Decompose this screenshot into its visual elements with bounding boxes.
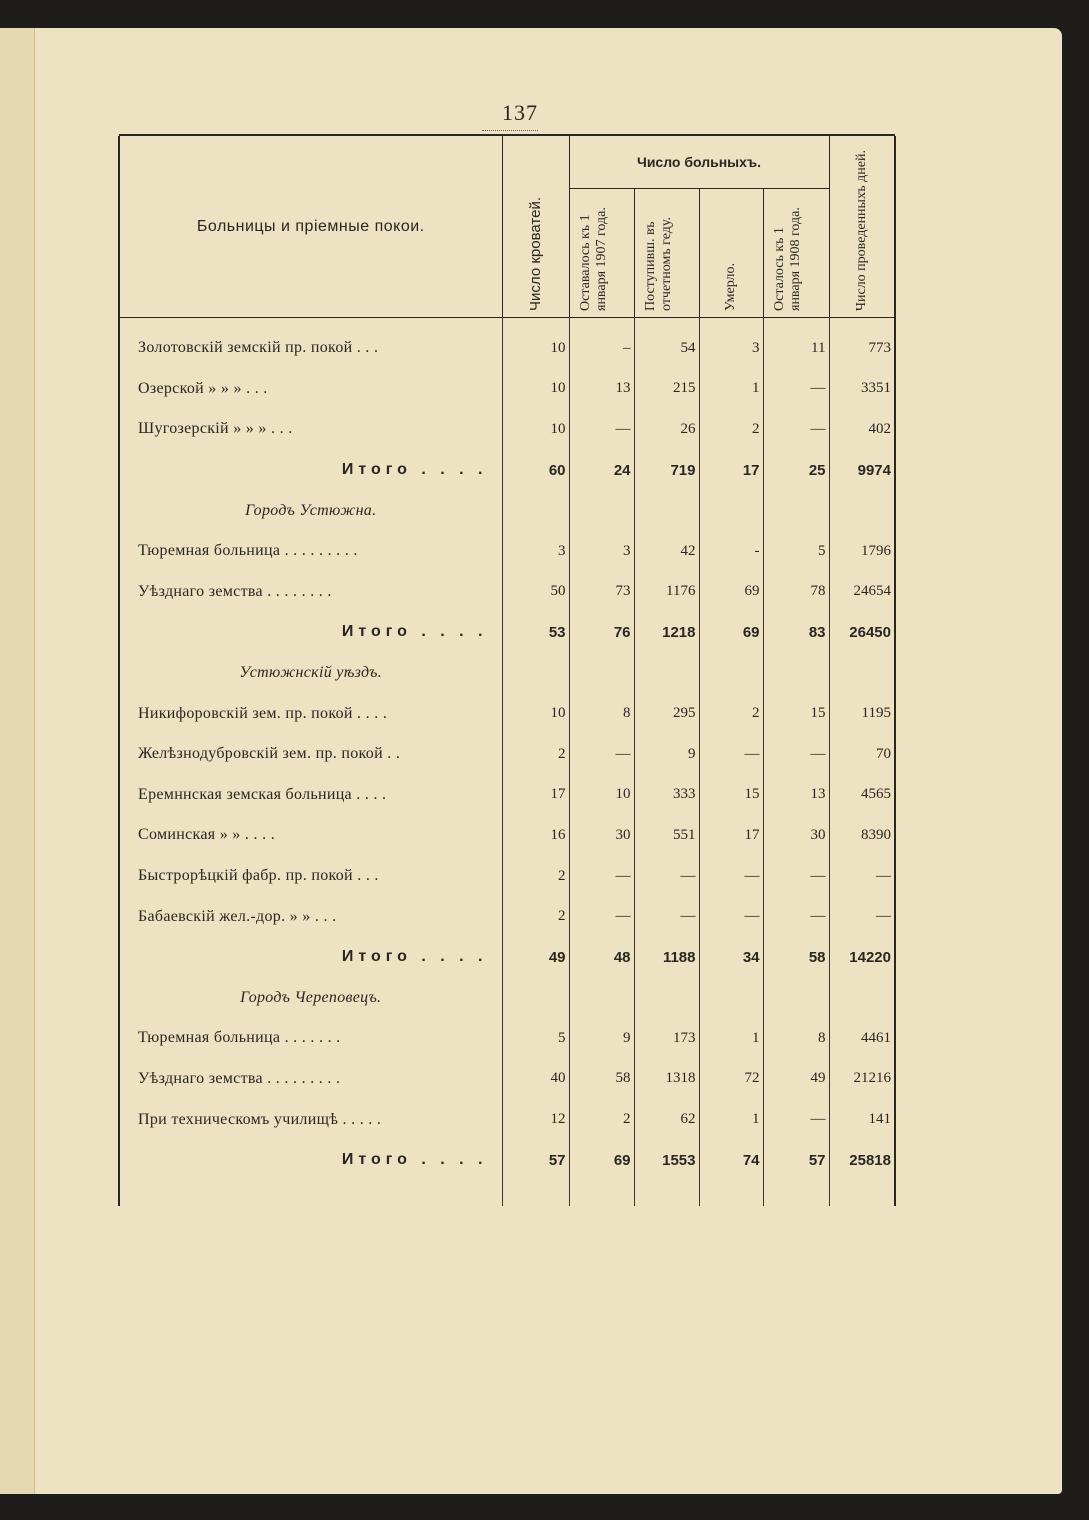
row-name: Бабаевскій жел.-дор. » » . . . (119, 896, 502, 937)
cell-days: — (829, 896, 895, 937)
cell-remained-start: 69 (569, 1140, 634, 1181)
cell-beds: 57 (502, 1140, 569, 1181)
cell-days: 1796 (829, 531, 895, 572)
cell-beds: 49 (502, 937, 569, 978)
cell-remained-end: 49 (763, 1059, 829, 1100)
cell-remained-start: 13 (569, 369, 634, 410)
cell-days: 25818 (829, 1140, 895, 1181)
cell-days: 141 (829, 1099, 895, 1140)
cell-remained-end: 57 (763, 1140, 829, 1181)
cell-admitted: 1188 (634, 937, 699, 978)
cell-died: 1 (699, 1018, 763, 1059)
cell-remained-end: 78 (763, 572, 829, 613)
cell-died: 1 (699, 369, 763, 410)
cell-beds: 12 (502, 1099, 569, 1140)
table-row (119, 328, 895, 369)
cell-admitted: 719 (634, 450, 699, 491)
row-name: Еремннская земская больница . . . . (119, 775, 502, 816)
cell-admitted: 333 (634, 775, 699, 816)
table-row (119, 856, 895, 897)
section-heading: Устюжнскій уѣздъ. (119, 653, 502, 694)
cell-died: — (699, 856, 763, 897)
cell-remained-start: — (569, 409, 634, 450)
table-row (119, 775, 895, 816)
row-name: Озерской » » » . . . (119, 369, 502, 410)
cell-remained-end: — (763, 369, 829, 410)
cell-died: 74 (699, 1140, 763, 1181)
cell-days: — (829, 856, 895, 897)
cell-remained-start: 10 (569, 775, 634, 816)
header-remained-end: Осталось къ 1 января 1908 года. (763, 189, 829, 318)
cell-remained-end: 5 (763, 531, 829, 572)
cell-admitted: 1176 (634, 572, 699, 613)
cell-days: 773 (829, 328, 895, 369)
section-heading-row (119, 653, 895, 694)
cell-beds: 16 (502, 815, 569, 856)
cell-remained-start: 48 (569, 937, 634, 978)
cell-days: 9974 (829, 450, 895, 491)
total-row (119, 612, 895, 653)
cell-days: 8390 (829, 815, 895, 856)
cell-died: 1 (699, 1099, 763, 1140)
header-admitted: Поступивш. въ отчетномъ геду. (634, 189, 699, 318)
cell-remained-start: 73 (569, 572, 634, 613)
cell-remained-start: 8 (569, 693, 634, 734)
table-row (119, 1099, 895, 1140)
cell-admitted: 1553 (634, 1140, 699, 1181)
header-remained-start: Оставалось къ 1 января 1907 года. (569, 189, 634, 318)
row-name: При техническомъ училищѣ . . . . . (119, 1099, 502, 1140)
total-label: Итого . . . . (119, 937, 502, 978)
cell-days: 3351 (829, 369, 895, 410)
row-name: Тюремная больница . . . . . . . . . (119, 531, 502, 572)
cell-days: 24654 (829, 572, 895, 613)
cell-admitted: 26 (634, 409, 699, 450)
cell-admitted: — (634, 856, 699, 897)
page-number: 137 (502, 100, 538, 125)
table-row (119, 896, 895, 937)
table-row (119, 369, 895, 410)
cell-days: 4565 (829, 775, 895, 816)
cell-admitted: 1318 (634, 1059, 699, 1100)
cell-remained-start: — (569, 896, 634, 937)
cell-admitted: 551 (634, 815, 699, 856)
cell-remained-end: — (763, 1099, 829, 1140)
cell-remained-end: 58 (763, 937, 829, 978)
hospital-statistics-table (118, 134, 896, 1206)
cell-beds: 2 (502, 896, 569, 937)
cell-remained-start: — (569, 856, 634, 897)
row-name: Желѣзнодубровскій зем. пр. покой . . (119, 734, 502, 775)
cell-died: 15 (699, 775, 763, 816)
cell-admitted: 42 (634, 531, 699, 572)
cell-remained-end: 11 (763, 328, 829, 369)
section-heading-row (119, 978, 895, 1019)
cell-days: 402 (829, 409, 895, 450)
cell-remained-start: 30 (569, 815, 634, 856)
cell-remained-end: — (763, 409, 829, 450)
cell-beds: 60 (502, 450, 569, 491)
cell-beds: 10 (502, 369, 569, 410)
cell-died: 2 (699, 693, 763, 734)
cell-died: - (699, 531, 763, 572)
cell-remained-end: 8 (763, 1018, 829, 1059)
cell-remained-end: — (763, 856, 829, 897)
table-row (119, 815, 895, 856)
section-heading-row (119, 490, 895, 531)
row-name: Золотовскій земскій пр. покой . . . (119, 328, 502, 369)
table-row (119, 531, 895, 572)
cell-died: 17 (699, 815, 763, 856)
header-beds: Число кроватей. (502, 136, 569, 318)
cell-remained-end: 83 (763, 612, 829, 653)
cell-beds: 17 (502, 775, 569, 816)
cell-died: — (699, 896, 763, 937)
cell-admitted: 173 (634, 1018, 699, 1059)
cell-remained-start: 76 (569, 612, 634, 653)
cell-admitted: 62 (634, 1099, 699, 1140)
cell-remained-start: – (569, 328, 634, 369)
row-name: Уѣзднаго земства . . . . . . . . . (119, 1059, 502, 1100)
cell-died: 2 (699, 409, 763, 450)
section-heading: Городъ Череповецъ. (119, 978, 502, 1019)
cell-remained-start: 24 (569, 450, 634, 491)
section-heading: Городъ Устюжна. (119, 490, 502, 531)
cell-remained-end: 30 (763, 815, 829, 856)
table-row (119, 572, 895, 613)
cell-days: 70 (829, 734, 895, 775)
table-row (119, 1018, 895, 1059)
table-row (119, 693, 895, 734)
cell-beds: 2 (502, 856, 569, 897)
cell-admitted: 54 (634, 328, 699, 369)
cell-remained-start: 9 (569, 1018, 634, 1059)
row-name: Уѣзднаго земства . . . . . . . . (119, 572, 502, 613)
cell-remained-start: 58 (569, 1059, 634, 1100)
cell-died: 69 (699, 612, 763, 653)
cell-beds: 40 (502, 1059, 569, 1100)
total-label: Итого . . . . (119, 612, 502, 653)
total-row (119, 937, 895, 978)
cell-remained-end: — (763, 734, 829, 775)
cell-beds: 10 (502, 693, 569, 734)
cell-beds: 2 (502, 734, 569, 775)
cell-remained-start: 2 (569, 1099, 634, 1140)
header-patients-group: Число больныхъ. (569, 136, 829, 189)
cell-beds: 5 (502, 1018, 569, 1059)
cell-died: — (699, 734, 763, 775)
header-institutions: Больницы и пріемные покои. (119, 136, 502, 318)
cell-remained-start: — (569, 734, 634, 775)
cell-died: 69 (699, 572, 763, 613)
cell-admitted: 215 (634, 369, 699, 410)
cell-beds: 50 (502, 572, 569, 613)
cell-remained-end: 13 (763, 775, 829, 816)
cell-remained-start: 3 (569, 531, 634, 572)
cell-remained-end: 25 (763, 450, 829, 491)
cell-days: 26450 (829, 612, 895, 653)
table-row (119, 734, 895, 775)
cell-beds: 3 (502, 531, 569, 572)
cell-days: 21216 (829, 1059, 895, 1100)
cell-died: 34 (699, 937, 763, 978)
cell-remained-end: — (763, 896, 829, 937)
header-died: Умерло. (699, 189, 763, 318)
page-spine (0, 28, 35, 1494)
row-name: Тюремная больница . . . . . . . (119, 1018, 502, 1059)
cell-beds: 10 (502, 328, 569, 369)
cell-days: 14220 (829, 937, 895, 978)
row-name: Быстрорѣцкій фабр. пр. покой . . . (119, 856, 502, 897)
cell-remained-end: 15 (763, 693, 829, 734)
cell-died: 72 (699, 1059, 763, 1100)
cell-days: 1195 (829, 693, 895, 734)
row-name: Шугозерскій » » » . . . (119, 409, 502, 450)
header-days: Число проведенныхъ дней. (829, 136, 895, 318)
cell-beds: 10 (502, 409, 569, 450)
cell-admitted: 295 (634, 693, 699, 734)
cell-died: 3 (699, 328, 763, 369)
row-name: Соминская » » . . . . (119, 815, 502, 856)
table-row (119, 409, 895, 450)
cell-admitted: 1218 (634, 612, 699, 653)
cell-died: 17 (699, 450, 763, 491)
cell-days: 4461 (829, 1018, 895, 1059)
total-label: Итого . . . . (119, 450, 502, 491)
page-number-ornament (482, 130, 538, 131)
cell-beds: 53 (502, 612, 569, 653)
row-name: Никифоровскій зем. пр. покой . . . . (119, 693, 502, 734)
total-row (119, 450, 895, 491)
cell-admitted: 9 (634, 734, 699, 775)
total-row (119, 1140, 895, 1181)
cell-admitted: — (634, 896, 699, 937)
total-label: Итого . . . . (119, 1140, 502, 1181)
table-row (119, 1059, 895, 1100)
